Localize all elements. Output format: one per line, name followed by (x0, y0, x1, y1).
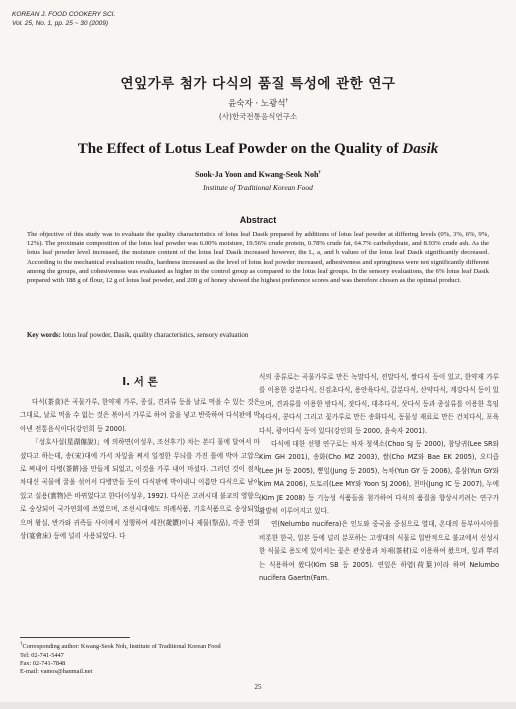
english-title (0, 141, 516, 158)
korean-affiliation: (사)한국전통음식연구소 (218, 112, 298, 121)
body-paragraph: 연(Nelumbo nucifera)은 인도와 중국을 중심으로 열대, 온대의 동부아시아를 비롯한 한국, 일본 등에 널리 분포하는 고생대의 식물로 일반적으로 불교에서 신성시한 식물로 용도에 있어서는 꽃은 관상용과 차재(茶材)로 이용하여 왔으며, 잎과 뿌리는 식용하여 왔다(Kim SB 등 2005). 연잎은 하엽(荷葉)이라 하며 Nelumbo nucifera Gaertn(Fam. (259, 520, 499, 583)
journal-name: KOREAN J. FOOD COOKERY SCI. (12, 11, 116, 18)
english-affiliation: Institute of Traditional Korean Food (203, 183, 313, 192)
journal-header (12, 10, 115, 28)
korean-author-mark: † (285, 98, 288, 105)
footnote-email: E-mail: vamos@hanmail.net (20, 668, 93, 676)
keywords-list: lotus leaf powder, Dasik, quality characteristics, sensory evaluation (60, 332, 249, 339)
left-column (20, 396, 260, 543)
korean-title: 연잎가루 첨가 다식의 품질 특성에 관한 연구 (120, 76, 396, 92)
keywords-label: Key words: (27, 332, 61, 339)
journal-volume: Vol. 25, No. 1, pp. 25 ~ 30 (2009) (12, 20, 109, 27)
body-paragraph: 식의 종류로는 곡물가루로 만든 녹말다식, 전말다식, 쌀다식 등이 있고, 한약재 가루를 이용한 강분다식, 신검초다식, 용안육다식, 갈분다식, 산약다식, 계강다식 등이 있으며, 견과류를 이용한 밤다식, 잣다식, 대추다식, 삿다식 등과 종실류를 이용한 흑임자다식, 콩다식 그리고 꽃가루로 만든 송화다식, 동물성 재료로 만든 건치다식, 포육다식, 광어다식 등이 있다(강인희 등 2000, 윤숙자 2001). (259, 373, 499, 435)
english-author-names: Sook-Ja Yoon and Kwang-Seok Noh (195, 170, 319, 179)
footnote-divider (20, 637, 130, 638)
english-title-italic: Dasik (402, 141, 439, 157)
section-heading: I. 서 론 (122, 376, 158, 388)
footnote-mark: † (20, 642, 23, 647)
english-title-main: The Effect of Lotus Leaf Powder on the Quality of (77, 141, 403, 157)
footnote-fax: Fax: 02-741-7848 (20, 659, 66, 667)
korean-author-names: 윤숙자 · 노광석 (228, 99, 286, 109)
english-authors (0, 170, 516, 179)
footnote-author-text: Corresponding author: Kwang-Seok Noh, Institute of Traditional Korean Food (22, 643, 221, 651)
body-paragraph: 「성호사설(星湖僿說)」에 의하면(이성우, 조선후기) 차는 본디 물에 달여서 마셨다고 하는데, 송(宋)대에 가서 차잎을 쪄서 일정한 무늬를 가진 틀에 박아 고압으로 쪄내어 다병(茶餠)을 만들게 되었고, 이것을 가루 내어 마셨다. 그러던 것이 점차 차대신 곡물에 꿀을 섞어서 다병만들 듯이 다식판에 박아내니 이름만 다식으로 남아있고 실용(實物)은 바뀌었다고 한다(이성우, 1992). 다식은 고려시대 불교의 영향으로 숭상되어 국가연회에 쓰였으며, 조선시대에도 의례식품, 기호식품으로 숭상되었으며 왕실, 반가와 귀족들 사이에서 성행하여 세찬(歲饌)이나 제물(祭品), 각종 연회상(宴會床) 등에 널리 사용되었다. 다 (20, 438, 260, 541)
body-paragraph: 다식(茶食)은 곡물가루, 한약재 가루, 종실, 견과류 등을 날로 먹을 수 있는 것은 그대로, 날로 먹을 수 없는 것은 볶아서 가루로 하여 꿀을 넣고 반죽하여 다식판에 박아낸 전통음식이다(강인희 등 2000). (20, 398, 260, 433)
abstract-text: The objective of this study was to evaluate the quality characteristics of lotus leaf Dasik prepared by additions of lotus leaf powder at differing levels (0%, 3%, 6%, 9%, 12%). The proximate composition of the lotus leaf powder was 6.00% moisture, 19.56% crude protein, 0.78% crude fat, 64.7% carbohydrate, and 8.93% crude ash. As the lotus leaf powder level increased, the moisture content of the lotus leaf Dasik increased however, the L, a, and b values of the lotus leaf Dasik significantly decreased. According to the mechanical evaluation results, hardness increased as the level of lotus leaf powder increased, adhesiveness and springiness were not significantly different among the groups, and cohesiveness was evaluated as higher in the control group as compared to the lotus leaf groups. In the sensory evaluations, the 6% lotus leaf Dasik prepared with 188 g of flour, 12 g of lotus leaf powder, and 200 g of honey showed the highest preference scores and was therefore chosen as the optimal product. (27, 231, 489, 285)
footnote (20, 641, 260, 677)
abstract-heading: Abstract (239, 215, 277, 225)
footnote-author (20, 641, 260, 652)
body-paragraph: 다식에 대한 선행 연구로는 차자 청색소(Choo SJ 등 2000), 참당귀(Lee SR와 Kim GH 2001), 송화(Cho MZ 2003), 쌀(Cho MZ와 Bae EK 2005), 오디즙(Lee JH 등 2005), 뽕잎(Jung 등 2005), 녹차(Yun GY 등 2006), 홍삼(Yun GY와 Kim MA 2006), 도토리(Lee MY와 Yoon SJ 2006), 천마(Jung IC 등 2007), 누에(Kim JE 2008) 등 기능성 식품들을 첨가하여 다식의 품질을 향상시키려는 연구가 활발히 이루어지고 있다. (259, 440, 499, 516)
page-number: 25 (254, 683, 262, 691)
bottom-strip (0, 702, 516, 709)
keywords (27, 331, 489, 340)
english-author-mark: † (318, 170, 321, 176)
footnote-tel: Tel: 02-741-5447 (20, 651, 64, 659)
korean-authors (0, 97, 516, 109)
right-column (259, 371, 499, 586)
